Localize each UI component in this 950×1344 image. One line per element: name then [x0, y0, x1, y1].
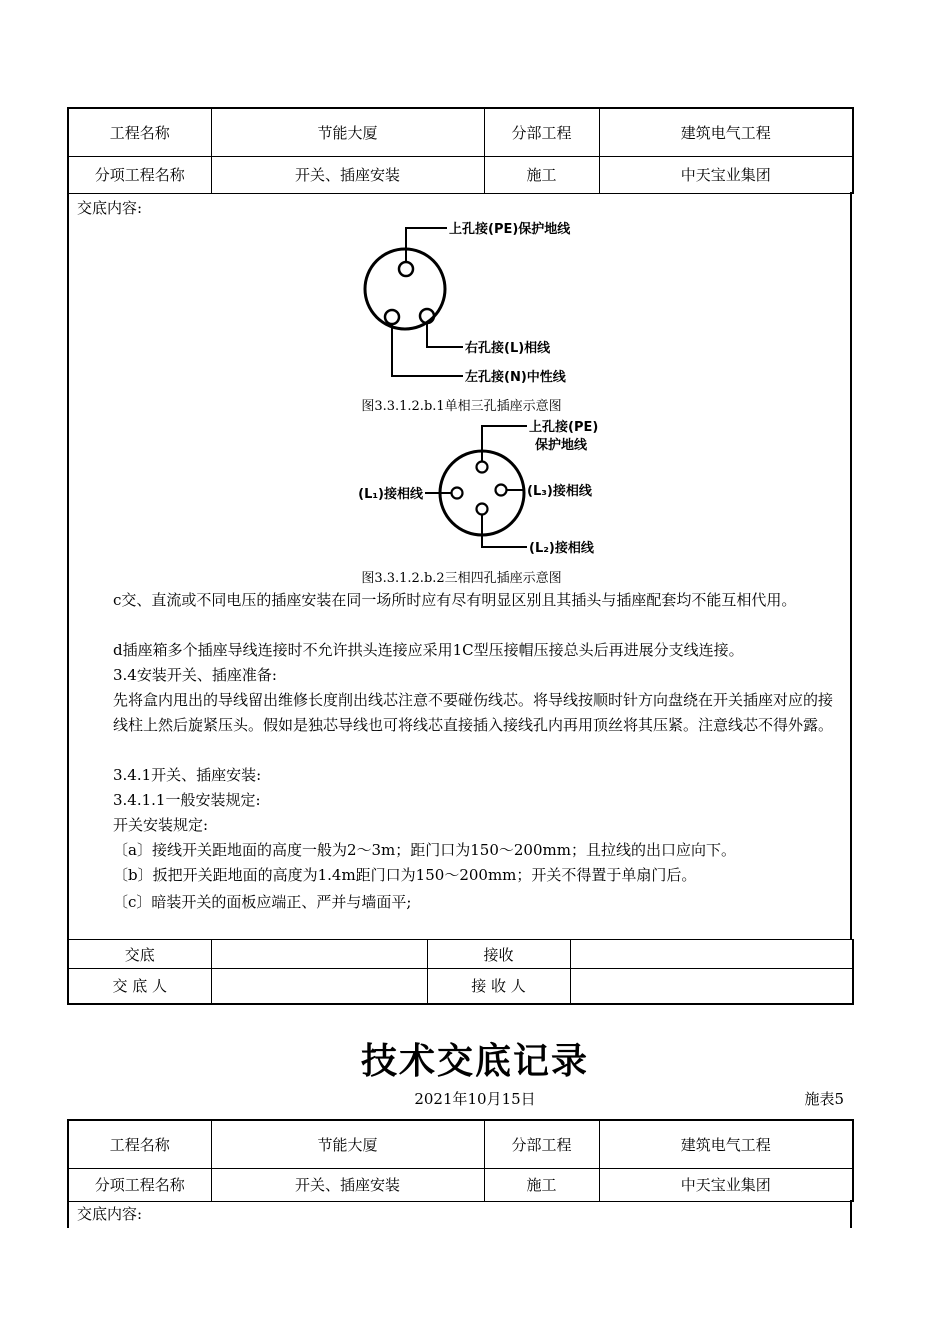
- subitem-label: 分项工程名称: [68, 1168, 211, 1201]
- division-value: 建筑电气工程: [599, 1120, 853, 1168]
- constructor-value: 中天宝业集团: [599, 1168, 853, 1201]
- paragraph-3-4: 3.4安装开关、插座准备:: [113, 666, 277, 684]
- header-table-2: [67, 1119, 854, 1202]
- division-label: 分部工程: [484, 108, 599, 156]
- project-label: 工程名称: [68, 108, 211, 156]
- paragraph-c2: 〔c〕暗装开关的面板应端正、严并与墙面平;: [113, 893, 412, 911]
- l3-label: (L₃)接相线: [527, 484, 592, 499]
- l3-hole: [496, 485, 507, 496]
- header-table-1: [67, 107, 854, 194]
- pe-label-line2: 保护地线: [535, 438, 588, 453]
- l2-lead: [482, 515, 527, 547]
- receive-person-label: 接 收 人: [427, 969, 570, 1004]
- handover-person-value[interactable]: [211, 969, 427, 1004]
- pe-hole: [399, 262, 413, 276]
- l1-hole: [452, 488, 463, 499]
- paragraph-3-4-1: 3.4.1开关、插座安装:: [113, 766, 262, 784]
- paragraph-a: 〔a〕接线开关距地面的高度一般为2～3m；距门口为150～200mm；且拉线的出口应向下。: [113, 841, 736, 859]
- pe-lead: [482, 426, 527, 461]
- record-title: 技术交底记录: [360, 1041, 589, 1082]
- paragraph-prepare: 先将盒内甩出的导线留出维修长度削出线芯注意不要碰伤线芯。将导线按顺时针方向盘绕在开关插座对应的接线柱上然后旋紧压头。假如是独芯导线也可将线芯直接插入接线孔内再用顶丝将其压紧。注意线芯不得外露。: [113, 691, 834, 734]
- pe-hole: [477, 462, 488, 473]
- handover-person-label: 交 底 人: [68, 969, 211, 1004]
- figure-three-phase-socket: [339, 418, 639, 558]
- l1-label: (L₁)接相线: [358, 487, 423, 502]
- content-label-2: 交底内容:: [77, 1205, 143, 1223]
- figure-single-phase-socket: [349, 212, 669, 392]
- receive-value[interactable]: [570, 940, 853, 969]
- constructor-value: 中天宝业集团: [599, 156, 853, 193]
- pe-label-line1: 上孔接(PE): [529, 420, 599, 435]
- division-label: 分部工程: [484, 1120, 599, 1168]
- project-value: 节能大厦: [211, 1120, 484, 1168]
- subitem-value: 开关、插座安装: [211, 156, 484, 193]
- receive-person-value[interactable]: [570, 969, 853, 1004]
- content-area-2: [67, 1200, 852, 1228]
- content-area: [67, 192, 852, 939]
- project-label: 工程名称: [68, 1120, 211, 1168]
- project-value: 节能大厦: [211, 108, 484, 156]
- pe-label: 上孔接(PE)保护地线: [449, 222, 571, 237]
- figure-2-caption: 图3.3.1.2.b.2三相四孔插座示意图: [361, 571, 562, 586]
- neutral-hole: [385, 310, 399, 324]
- live-label: 右孔接(L)相线: [465, 341, 551, 356]
- paragraph-c: c交、直流或不同电压的插座安装在同一场所时应有尽有明显区别且其插头与插座配套均不能互相代用。: [113, 591, 797, 609]
- paragraph-switch-rules: 开关安装规定:: [113, 816, 209, 834]
- live-lead: [427, 323, 463, 347]
- subitem-value: 开关、插座安装: [211, 1168, 484, 1201]
- division-value: 建筑电气工程: [599, 108, 853, 156]
- paragraph-3-4-1-1: 3.4.1.1一般安装规定:: [113, 791, 261, 809]
- paragraph-b: 〔b〕扳把开关距地面的高度为1.4m距门口为150～200mm；开关不得置于单扇门后。: [113, 866, 697, 884]
- l2-hole: [477, 504, 488, 515]
- receive-label: 接收: [427, 940, 570, 969]
- constructor-label: 施工: [484, 1168, 599, 1201]
- l2-label: (L₂)接相线: [529, 541, 594, 556]
- figure-1-caption: 图3.3.1.2.b.1单相三孔插座示意图: [361, 399, 562, 414]
- content-label: 交底内容:: [77, 199, 143, 217]
- record-date: 2021年10月15日: [414, 1090, 536, 1108]
- handover-label: 交底: [68, 940, 211, 969]
- form-number: 施表5: [804, 1090, 844, 1108]
- handover-value[interactable]: [211, 940, 427, 969]
- neutral-label: 左孔接(N)中性线: [465, 370, 566, 385]
- paragraph-d: d插座箱多个插座导线连接时不允许拱头连接应采用1C型压接帽压接总头后再进展分支线连接。: [113, 641, 744, 659]
- subitem-label: 分项工程名称: [68, 156, 211, 193]
- constructor-label: 施工: [484, 156, 599, 193]
- signoff-table: [67, 939, 854, 1005]
